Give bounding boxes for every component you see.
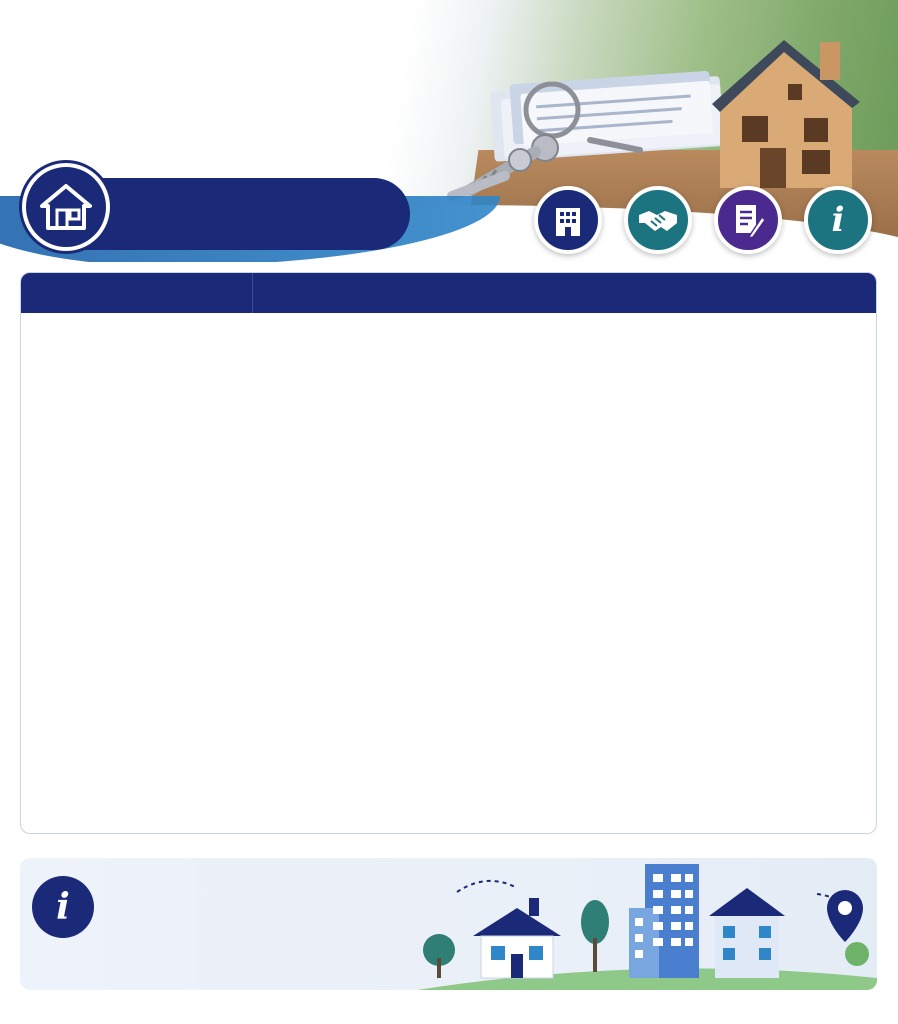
city-illustration: [417, 858, 877, 990]
services-table: [20, 272, 877, 834]
house-icon: [22, 163, 110, 251]
handshake-icon: [624, 186, 692, 254]
column-header-service-name: [253, 273, 877, 313]
column-header-number: [21, 273, 253, 313]
table-header: [21, 273, 877, 313]
info-footer: [20, 858, 877, 990]
document-pen-icon: [714, 186, 782, 254]
header-banner: [0, 0, 898, 262]
info-icon: i: [32, 876, 94, 938]
info-icon: i: [804, 186, 872, 254]
building-icon: [534, 186, 602, 254]
